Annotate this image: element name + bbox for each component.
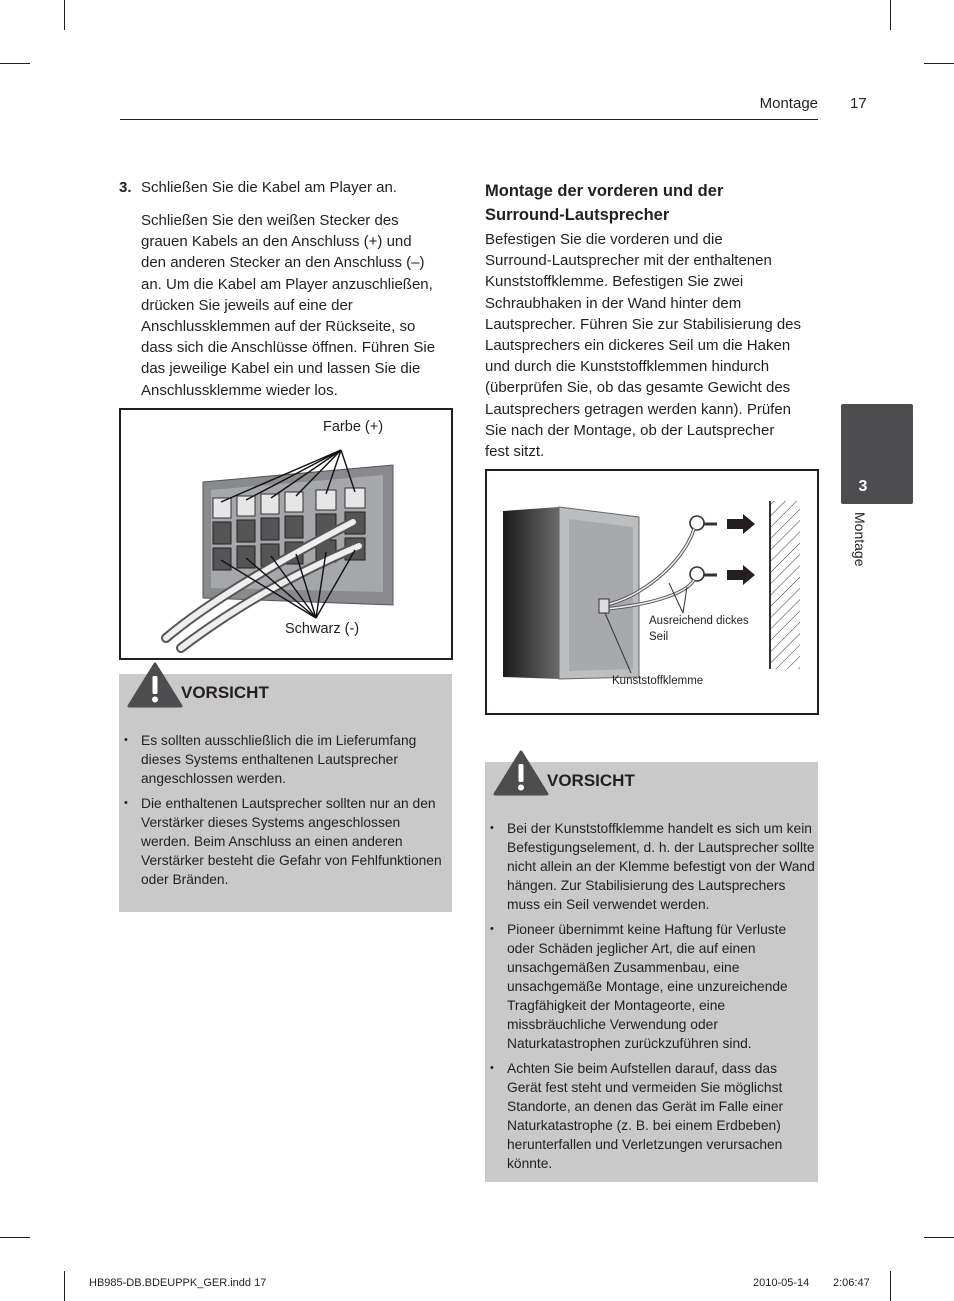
crop-mark [64,0,65,30]
caution-list [485,819,815,1179]
label-positive: Farbe (+) [323,419,384,435]
caution-box [485,762,818,1182]
section-body [485,229,820,462]
text-line: Lautsprechers ein dickeres Seil um die Haken [485,337,791,355]
text-line: und durch die Kunststoffklemmen hindurch [485,358,770,376]
section-heading [485,179,815,227]
list-item: • Pioneer übernimmt keine Haftung für Verluste oder Schäden jeglicher Art, die auf einen unsachgemäßen Zusammenbau, eine unsachgemäße Montage, eine unzureichende Tragfähigkeit der Montageorte, eine missbräuchliche Verwendung oder Naturkatastrophen zurückzuführen sind. [485,920,815,1053]
warning-icon [127,662,183,708]
label-rope-line: Seil [649,631,669,643]
text-line: Sie nach der Montage, ob der Lautsprecher [485,421,775,439]
label-rope [649,613,749,645]
terminal-figure [119,408,453,660]
step-number: 3. [119,179,132,196]
text-line: Lautsprechers getragen werden kann). Prüfen [485,400,792,418]
text-line: Surround-Lautsprecher mit der enthaltenen [485,252,772,270]
list-item: • Bei der Kunststoffklemme handelt es sich um kein Befestigungselement, d. h. der Lautsprecher sollte nicht allein an der Klemme befestigt von der Wand hängen. Zur Stabilisierung des Lautsprechers muss ein Seil verwendet werden. [485,819,815,914]
text-line: fest sitzt. [485,443,545,461]
crop-mark [890,1271,891,1301]
list-item: • Achten Sie beim Aufstellen darauf, dass das Gerät fest steht und vermeiden Sie möglichst Standorte, an denen das Gerät im Falle einer Naturkatastrophe (z. B. bei einem Erdbeben) herunterfallen und Verletzungen verursachen könnte. [485,1059,815,1173]
chapter-tab [841,404,913,504]
text-line: dass sich die Anschlüsse öffnen. Führen Sie [141,339,436,357]
text-line: den anderen Stecker an den Anschluss (–) [141,254,425,272]
text-line: an. Um die Kabel am Player anzuschließen, [141,275,433,293]
header-section-title: Montage [759,95,818,112]
crop-mark [64,1271,65,1301]
heading-line: Surround-Lautsprecher [485,206,670,224]
chapter-number: 3 [858,478,868,495]
list-item: • Es sollten ausschließlich die im Lieferumfang dieses Systems enthaltenen Lautsprecher angeschlossen werden. [119,731,449,788]
crop-mark [890,0,891,30]
label-negative: Schwarz (-) [285,621,360,637]
footer-time: 2:06:47 [833,1277,870,1289]
page-number: 17 [850,95,867,112]
caution-box [119,674,452,912]
text-line: (überprüfen Sie, ob das gesamte Gewicht des [485,379,791,397]
text-line: Schraubhaken in der Wand hinter dem [485,294,742,312]
text-line: Anschlussklemmen auf der Rückseite, so [141,318,416,336]
crop-mark [0,1237,30,1238]
warning-icon [493,750,549,796]
text-line: grauen Kabels an den Anschluss (+) und [141,233,412,251]
caution-title: VORSICHT [181,683,269,702]
label-rope-line: Ausreichend dickes [649,615,749,627]
mounting-figure [485,469,819,715]
header-rule [120,119,818,120]
label-clamp: Kunststoffklemme [612,675,704,687]
chapter-label: Montage [852,512,868,567]
text-line: drücken Sie jeweils auf eine der [141,296,353,314]
crop-mark [924,1237,954,1238]
step-body [141,210,456,401]
footer-date: 2010-05-14 [753,1277,810,1289]
caution-list [119,731,449,895]
crop-mark [924,63,954,64]
text-line: Schließen Sie den weißen Stecker des [141,212,399,229]
step-title: Schließen Sie die Kabel am Player an. [141,179,397,196]
caution-title: VORSICHT [547,771,635,790]
text-line: Kunststoffklemme. Befestigen Sie zwei [485,273,744,291]
crop-mark [0,63,30,64]
text-line: Lautsprecher. Führen Sie zur Stabilisierung des [485,315,802,333]
heading-line: Montage der vorderen und der [485,182,724,200]
text-line: das jeweilige Kabel ein und lassen Sie die [141,360,421,378]
text-line: Anschlussklemme wieder los. [141,381,338,399]
footer-file: HB985-DB.BDEUPPK_GER.indd 17 [89,1277,267,1289]
list-item: • Die enthaltenen Lautsprecher sollten nur an den Verstärker dieses Systems angeschlossen werden. Beim Anschluss an einen anderen Verstärker besteht die Gefahr von Fehlfunktionen oder Bränden. [119,794,449,889]
text-line: Befestigen Sie die vorderen und die [485,231,723,248]
